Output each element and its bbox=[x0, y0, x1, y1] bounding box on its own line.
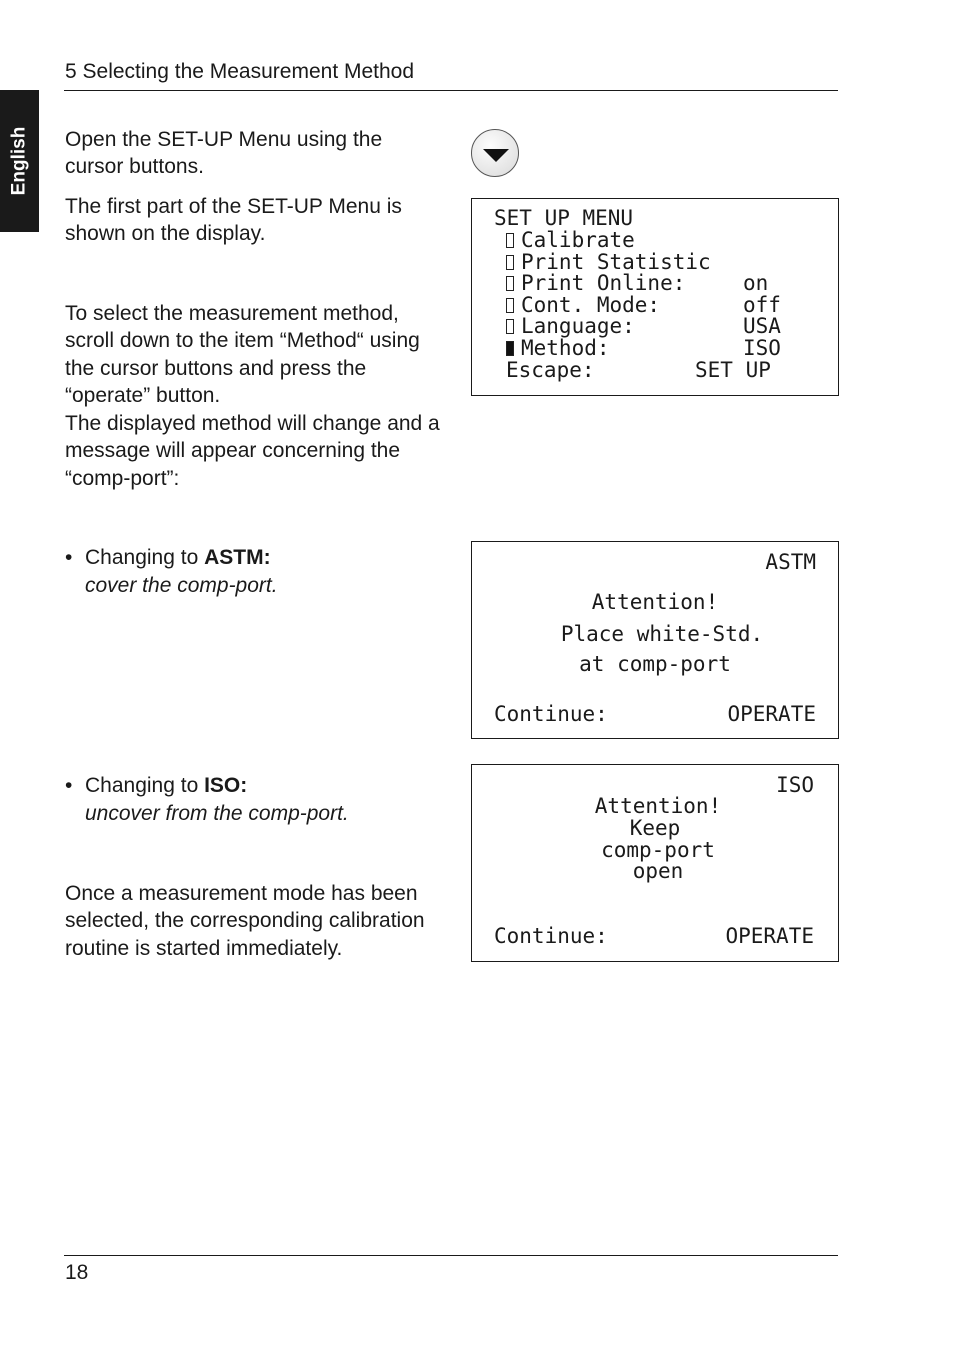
instruction-select-method: To select the measurement method, scroll down to the item “Method“ using the cursor buttons and press the “operate” button. bbox=[65, 302, 420, 408]
setup-menu-item-value: USA bbox=[743, 314, 781, 339]
setup-menu-display bbox=[471, 198, 839, 396]
astm-at-comp-port: at comp-port bbox=[579, 652, 731, 676]
iso-attention: Attention! bbox=[594, 794, 722, 818]
setup-escape-label: Escape: bbox=[506, 358, 595, 382]
iso-open: open bbox=[632, 859, 684, 883]
iso-mode-label: ISO bbox=[776, 773, 814, 797]
astm-continue-label: Continue: bbox=[494, 702, 608, 726]
instruction-method-change: The displayed method will change and a message will appear concerning the “comp-port”: bbox=[65, 412, 440, 490]
setup-menu-item bbox=[506, 292, 661, 317]
setup-menu-title: SET UP MENU bbox=[494, 206, 634, 230]
setup-escape-value: SET UP bbox=[695, 358, 771, 382]
bullet-astm-prefix: Changing to bbox=[85, 546, 205, 569]
selected-marker-icon bbox=[506, 341, 514, 356]
bullet-astm: • Changing to ASTM: cover the comp-port. bbox=[65, 544, 445, 604]
setup-menu-item-label: Language: bbox=[521, 314, 635, 339]
iso-comp-port: comp-port bbox=[601, 838, 715, 862]
astm-attention: Attention! bbox=[591, 590, 719, 614]
bullet-iso-mode: ISO: bbox=[204, 774, 248, 797]
setup-menu-item-label: Print Statistic bbox=[521, 249, 711, 274]
setup-menu-item bbox=[506, 230, 635, 252]
instruction-calibration-start: Once a measurement mode has been selected, the corresponding calibration routine is started immediately. bbox=[65, 882, 425, 960]
bullet-iso-note: uncover from the comp-port. bbox=[85, 802, 349, 825]
bullet-astm-note: cover the comp-port. bbox=[85, 574, 278, 597]
astm-continue-value: OPERATE bbox=[727, 702, 816, 726]
iso-continue-label: Continue: bbox=[494, 924, 608, 948]
setup-menu-item bbox=[506, 249, 711, 274]
instruction-first-part: The first part of the SET-UP Menu is shown on the display. bbox=[65, 195, 402, 246]
bullet-astm-mode: ASTM: bbox=[204, 546, 271, 569]
iso-keep: Keep bbox=[629, 816, 681, 840]
language-tab bbox=[0, 90, 39, 232]
triangle-down-icon bbox=[472, 130, 520, 178]
unselected-marker-icon bbox=[506, 298, 514, 313]
instruction-open-menu: Open the SET-UP Menu using the cursor buttons. bbox=[65, 128, 383, 179]
iso-continue-value: OPERATE bbox=[725, 924, 814, 948]
setup-menu-item bbox=[506, 316, 635, 338]
unselected-marker-icon bbox=[506, 255, 514, 270]
page-number: 18 bbox=[65, 1261, 89, 1284]
setup-menu-item-label: Cont. Mode: bbox=[521, 292, 661, 317]
running-header: 5 Selecting the Measurement Method bbox=[65, 60, 415, 83]
bullet-iso-prefix: Changing to bbox=[85, 774, 205, 797]
astm-mode-label: ASTM bbox=[765, 550, 816, 574]
footer-rule bbox=[64, 1255, 838, 1256]
setup-menu-item-label: Calibrate bbox=[521, 228, 635, 252]
astm-place-white-std: Place white-Std. bbox=[560, 622, 764, 646]
setup-menu-item-value: ISO bbox=[743, 336, 781, 360]
unselected-marker-icon bbox=[506, 319, 514, 334]
header-rule bbox=[64, 90, 838, 91]
unselected-marker-icon bbox=[506, 276, 514, 291]
bullet-iso: • Changing to ISO: uncover from the comp-port. bbox=[65, 772, 445, 832]
setup-menu-item-value: on bbox=[743, 271, 769, 296]
setup-menu-item-value: off bbox=[743, 292, 781, 317]
setup-menu-item bbox=[506, 273, 685, 295]
cursor-down-button bbox=[471, 129, 519, 177]
setup-menu-item bbox=[506, 338, 610, 360]
setup-menu-item-label: Print Online: bbox=[521, 271, 686, 296]
astm-display bbox=[471, 541, 839, 739]
setup-menu-item-label: Method: bbox=[521, 336, 610, 360]
iso-display bbox=[471, 764, 839, 962]
unselected-marker-icon bbox=[506, 233, 514, 248]
language-tab-label: English bbox=[8, 126, 30, 196]
